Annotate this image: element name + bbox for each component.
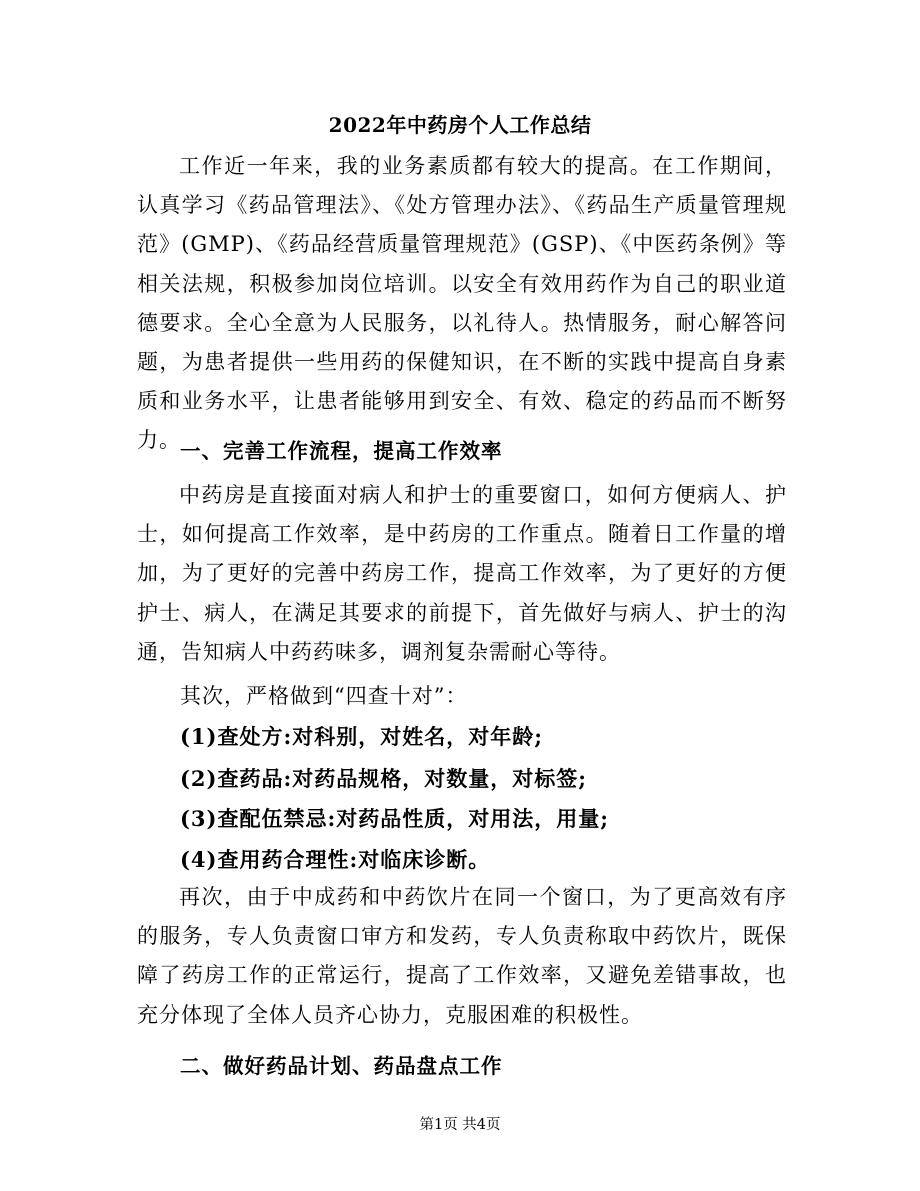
document-title: 2022年中药房个人工作总结 — [328, 113, 592, 137]
page-number: 第1页 共4页 — [419, 1117, 501, 1133]
secondly-line: 其次，严格做到“四查十对”： — [180, 684, 468, 708]
section-1-paragraph: 中药房是直接面对病人和护士的重要窗口，如何方便病人、护士，如何提高工作效率，是中药房的工作重点。随着日工作量的增加，为了更好的完善中药房工作，提高工作效率，为了更好的方便护士、病人，在满足其要求的前提下，首先做好与病人、护士的沟通，告知病人中药药味多，调剂复杂需耐心等待。 — [137, 483, 787, 664]
check-item-2: (2)查药品:对药品规格，对数量，对标签; — [180, 766, 587, 791]
check-item-1: (1)查处方:对科别，对姓名，对年龄; — [180, 724, 543, 749]
section-1-heading: 一、完善工作流程，提高工作效率 — [180, 439, 503, 463]
section-2-heading: 二、做好药品计划、药品盘点工作 — [180, 1054, 503, 1078]
check-item-4: (4)查用药合理性:对临床诊断。 — [180, 847, 491, 872]
check-item-3: (3)查配伍禁忌:对药品性质，对用法，用量; — [180, 806, 609, 831]
thirdly-paragraph: 再次，由于中成药和中药饮片在同一个窗口，为了更高效有序的服务，专人负责窗口审方和发药，专人负责称取中药饮片，既保障了药房工作的正常运行，提高了工作效率，又避免差错事故，也充分体现了全体人员齐心协力，克服困难的积极性。 — [137, 885, 787, 1027]
intro-paragraph: 工作近一年来，我的业务素质都有较大的提高。在工作期间，认真学习《药品管理法》、《处方管理办法》、《药品生产质量管理规范》(GMP)、《药品经营质量管理规范》(GSP)、《中医药条例》等相关法规，积极参加岗位培训。以安全有效用药作为自己的职业道德要求。全心全意为人民服务，以礼待人。热情服务，耐心解答问题，为患者提供一些用药的保健知识，在不断的实践中提高自身素质和业务水平，让患者能够用到安全、有效、稳定的药品而不断努力。 — [137, 154, 787, 453]
